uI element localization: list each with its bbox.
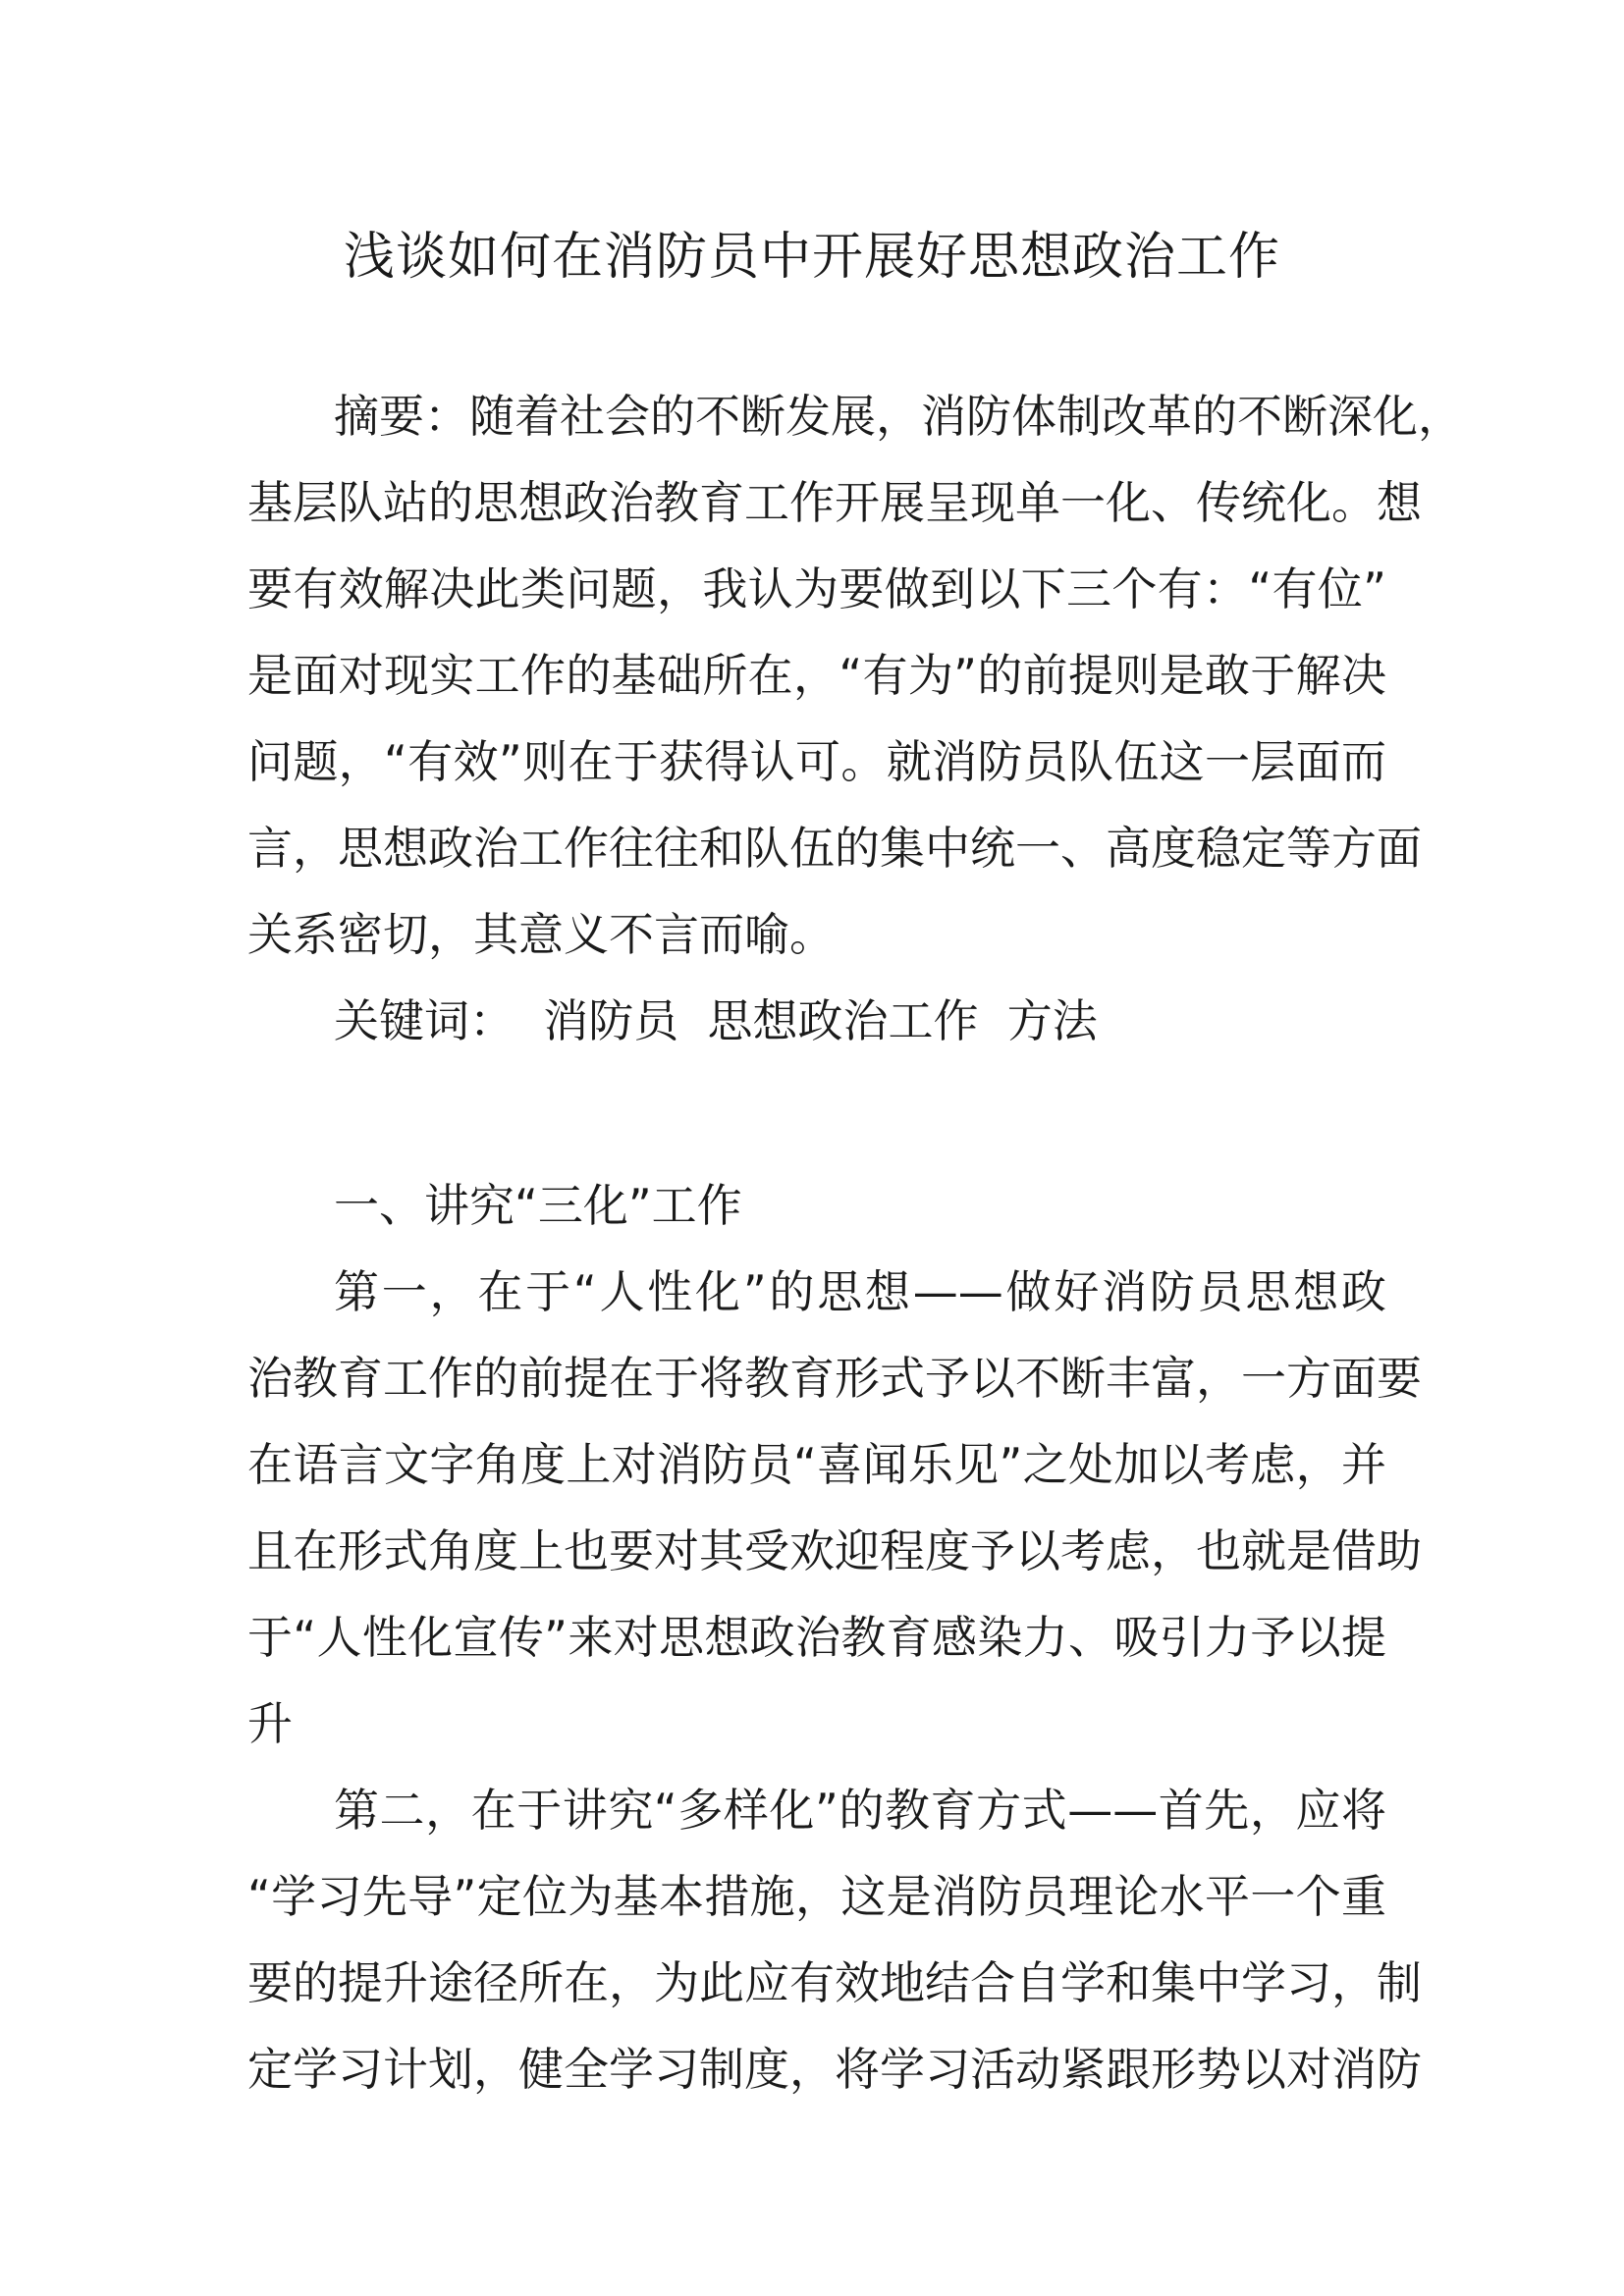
abstract-line-6: 言，思想政治工作往往和队伍的集中统一、高度稳定等方面 [247, 822, 1422, 875]
abstract-line-3: 要有效解决此类问题，我认为要做到以下三个有：“有位” [247, 562, 1386, 615]
paragraph-1-line-5: 于“人性化宣传”来对思想政治教育感染力、吸引力予以提 [247, 1611, 1386, 1664]
abstract-line-5: 问题，“有效”则在于获得认可。就消防员队伍这一层面而 [247, 735, 1386, 788]
abstract-line-4: 是面对现实工作的基础所在，“有为”的前提则是敢于解决 [247, 649, 1386, 702]
paragraph-2-line-1: 第二，在于讲究“多样化”的教育方式——首先，应将 [334, 1784, 1386, 1837]
paragraph-1-line-1: 第一，在于“人性化”的思想——做好消防员思想政 [334, 1265, 1386, 1318]
paragraph-1-line-3: 在语言文字角度上对消防员“喜闻乐见”之处加以考虑，并 [247, 1438, 1386, 1491]
document-title: 浅谈如何在消防员中开展好思想政治工作 [343, 228, 1280, 287]
paragraph-2-line-3: 要的提升途径所在，为此应有效地结合自学和集中学习，制 [247, 1956, 1422, 2009]
section-heading: 一、讲究“三化”工作 [334, 1179, 742, 1232]
abstract-line-2: 基层队站的思想政治教育工作开展呈现单一化、传统化。想 [247, 476, 1422, 529]
paragraph-2-line-2: “学习先导”定位为基本措施，这是消防员理论水平一个重 [247, 1870, 1386, 1923]
paragraph-2-line-4: 定学习计划，健全学习制度，将学习活动紧跟形势以对消防 [247, 2043, 1422, 2096]
paragraph-1-line-2: 治教育工作的前提在于将教育形式予以不断丰富，一方面要 [247, 1352, 1422, 1405]
keywords-line: 关键词： 消防员 思想政治工作 方法 [334, 994, 1098, 1047]
paragraph-1-line-4: 且在形式角度上也要对其受欢迎程度予以考虑，也就是借助 [247, 1524, 1422, 1577]
abstract-line-1: 摘要：随着社会的不断发展，消防体制改革的不断深化， [334, 390, 1463, 443]
paragraph-1-line-6: 升 [247, 1697, 293, 1750]
abstract-line-7: 关系密切，其意义不言而喻。 [247, 908, 835, 961]
